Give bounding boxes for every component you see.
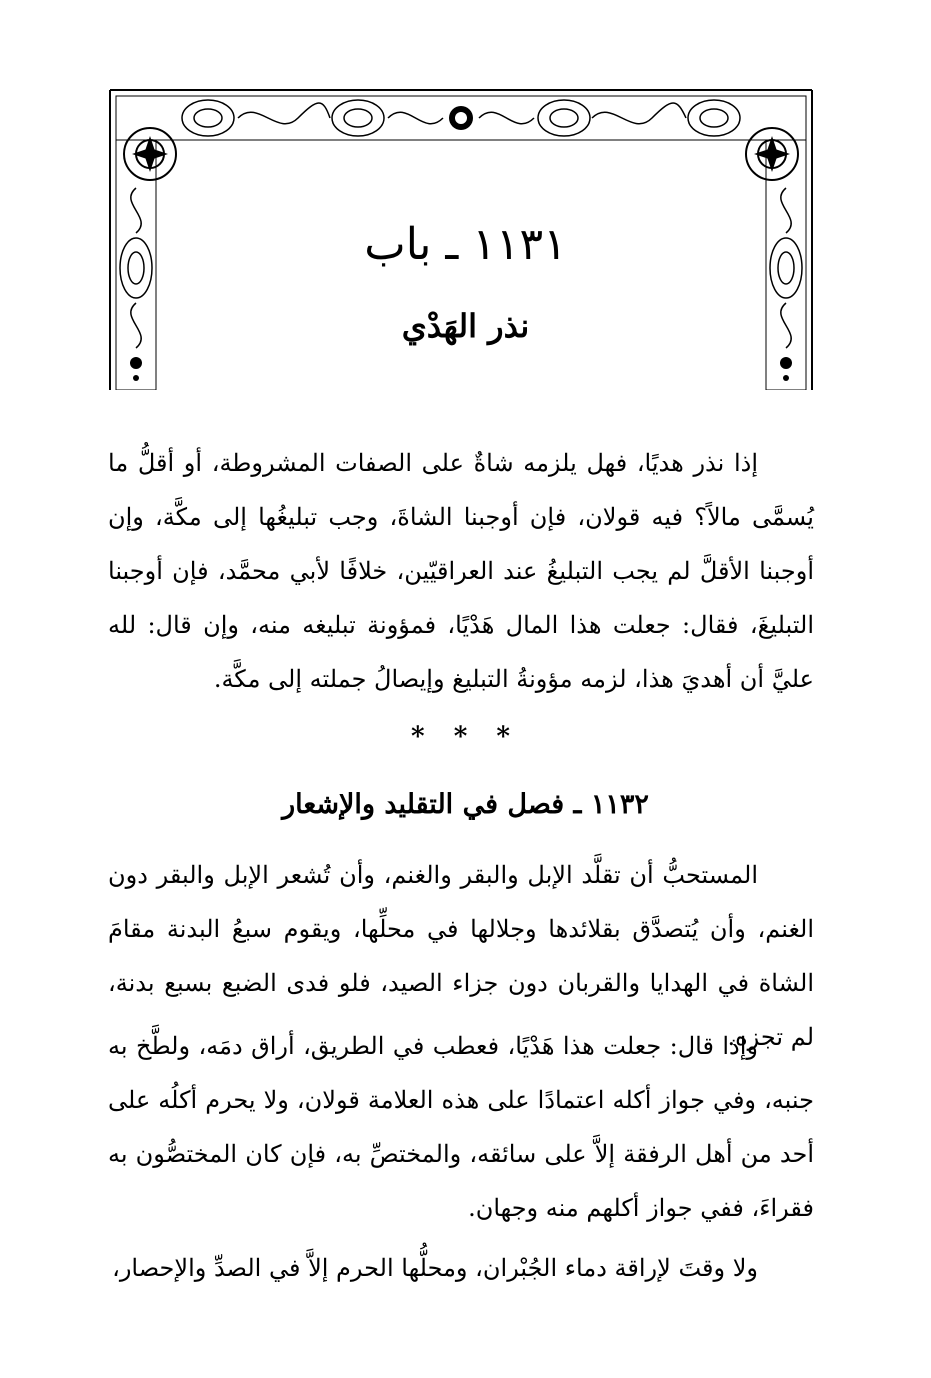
section-title: ١١٣٢ ـ فصل في التقليد والإشعار <box>282 789 649 820</box>
section-paragraph: ولا وقتَ لإراقة دماء الجُبْران، ومحلُّها الحرم إلاَّ في الصدِّ والإحصار، <box>112 1254 758 1282</box>
section-paragraph: المستحبُّ أن تقلَّد الإبل والبقر والغنم، وأن تُشعر الإبل والبقر دون الغنم، وأن يُتصدَّق بقلائدها وجلالها في محلِّها، ويقوم سبعُ البدنة مقامَ الشاة في الهدايا والقربان دون جزاء الصيد، فلو فدى الضبع بسبع بدنة، لم تجزه. <box>108 861 814 1051</box>
chapter-title: نذر الهَدْي <box>401 307 530 345</box>
chapter-number: ١١٣١ ـ باب <box>364 219 567 270</box>
section-paragraph: وإذا قال: جعلت هذا هَدْيًا، فعطب في الطريق، أراق دمَه، ولطَّخ به جنبه، وفي جواز أكله اعتمادًا على هذه العلامة قولان، ولا يحرم أكلُه على أحد من أهل الرفقة إلاَّ على سائقه، والمختصِّ به، فإن كان المختصُّون به فقراءَ، ففي جواز أكلهم منه وجهان. <box>108 1032 814 1222</box>
body-paragraph: إذا نذر هديًا، فهل يلزمه شاةٌ على الصفات المشروطة، أو أقلُّ ما يُسمَّى مالاً؟ فيه قولان، فإن أوجبنا الشاةَ، وجب تبليغُها إلى مكَّة، وإن أوجبنا الأقلَّ لم يجب التبليغُ عند العراقيّين، خلافًا لأبي محمَّد، فإن أوجبنا التبليغَ، فقال: جعلت هذا المال هَدْيًا، فمؤونة تبليغه منه، وإن قال: لله عليَّ أن أهديَ هذا، لزمه مؤونةُ التبليغ وإيصالُ جملته إلى مكَّة. <box>108 449 814 693</box>
section-separator: * * * <box>411 722 520 752</box>
